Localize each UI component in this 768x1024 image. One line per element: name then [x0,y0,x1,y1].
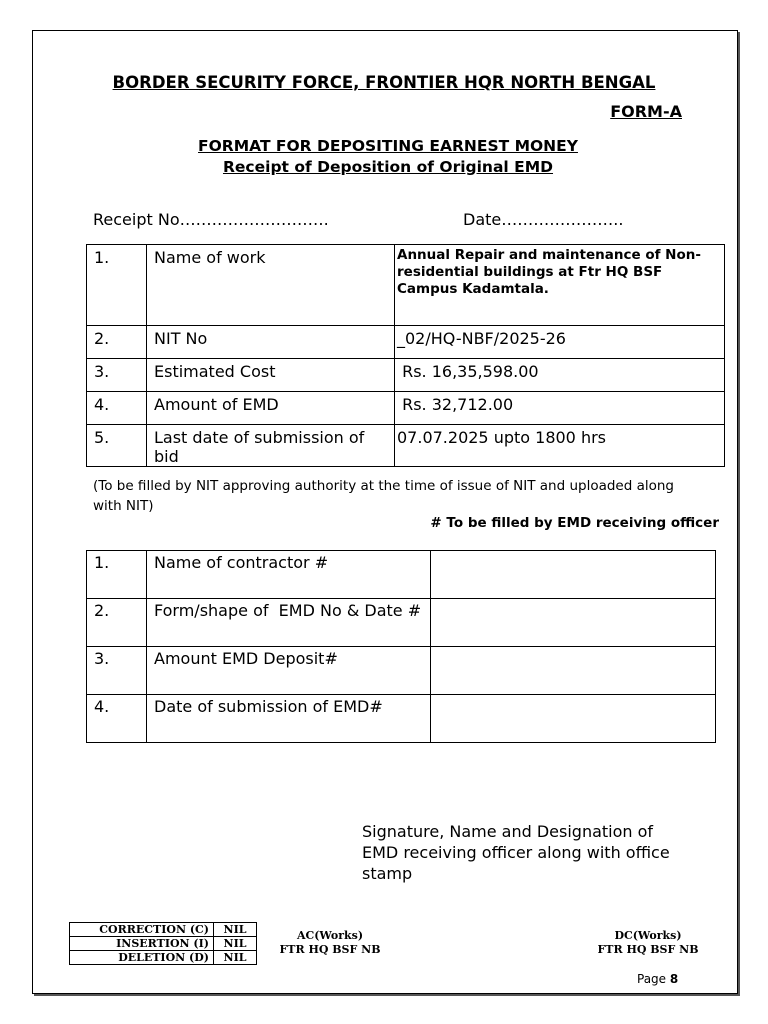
row-number: 2. [87,599,147,647]
document-subtitle: Receipt of Deposition of Original EMD [222,158,554,176]
row-label: Last date of submission of bid [147,425,395,467]
emd-officer-table [86,550,716,743]
row-value: 07.07.2025 upto 1800 hrs [395,425,725,467]
nit-authority-note: (To be filled by NIT approving authority at the time of issue of NIT and uploaded along with NIT) [93,478,675,514]
row-number: 2. [87,326,147,359]
receipt-date-field: Date………………….. [463,210,624,229]
row-label: Estimated Cost [147,359,395,392]
row-label: NIT No [147,326,395,359]
receipt-number-field: Receipt No………………………. [93,210,329,229]
correction-label: CORRECTION (C) [70,923,214,937]
dc-subtitle: FTR HQ BSF NB [597,943,699,956]
page-number-value: 8 [669,972,679,986]
page-number [637,972,678,986]
row-number: 4. [87,695,147,743]
row-value: Rs. 32,712.00 [395,392,725,425]
row-value: Annual Repair and maintenance of Non-residential buildings at Ftr HQ BSF Campus Kadamtala. [395,245,725,326]
signature-note: Signature, Name and Designation of EMD receiving officer along with office stamp [362,822,670,883]
table-row [87,359,725,392]
row-value: _02/HQ-NBF/2025-26 [395,326,725,359]
row-value: Rs. 16,35,598.00 [395,359,725,392]
insertion-label: INSERTION (I) [70,937,214,951]
row-number: 1. [87,245,147,326]
table-row [70,951,257,965]
dc-works-signatory [588,929,708,957]
ac-works-signatory [270,929,390,957]
page-label: Page [637,972,667,986]
form-code: FORM-A [610,102,682,121]
table-row [87,599,716,647]
table-row [87,695,716,743]
row-label: Amount of EMD [147,392,395,425]
table-row [70,923,257,937]
row-label: Amount EMD Deposit# [147,647,431,695]
ac-title: AC(Works) [296,929,364,942]
row-label: Name of contractor # [147,551,431,599]
document-title: FORMAT FOR DEPOSITING EARNEST MONEY [198,137,578,155]
insertion-value: NIL [214,937,257,951]
ac-subtitle: FTR HQ BSF NB [279,943,381,956]
row-number: 3. [87,647,147,695]
table-row [87,647,716,695]
corrections-table [69,922,257,965]
row-value [431,551,716,599]
table-row [87,425,725,467]
table-row [70,937,257,951]
deletion-value: NIL [214,951,257,965]
correction-value: NIL [214,923,257,937]
row-value [431,647,716,695]
row-number: 4. [87,392,147,425]
org-title: BORDER SECURITY FORCE, FRONTIER HQR NORTH BENGAL [112,73,656,92]
dc-title: DC(Works) [614,929,682,942]
table-row [87,551,716,599]
row-number: 1. [87,551,147,599]
table-row [87,326,725,359]
work-details-table [86,244,725,467]
row-number: 3. [87,359,147,392]
row-value [431,695,716,743]
table-row [87,245,725,326]
row-label: Name of work [147,245,395,326]
row-number: 5. [87,425,147,467]
deletion-label: DELETION (D) [70,951,214,965]
officer-fill-note: # To be filled by EMD receiving officer [430,515,719,531]
row-value [431,599,716,647]
row-label: Form/shape of EMD No & Date # [147,599,431,647]
table-row [87,392,725,425]
row-label: Date of submission of EMD# [147,695,431,743]
